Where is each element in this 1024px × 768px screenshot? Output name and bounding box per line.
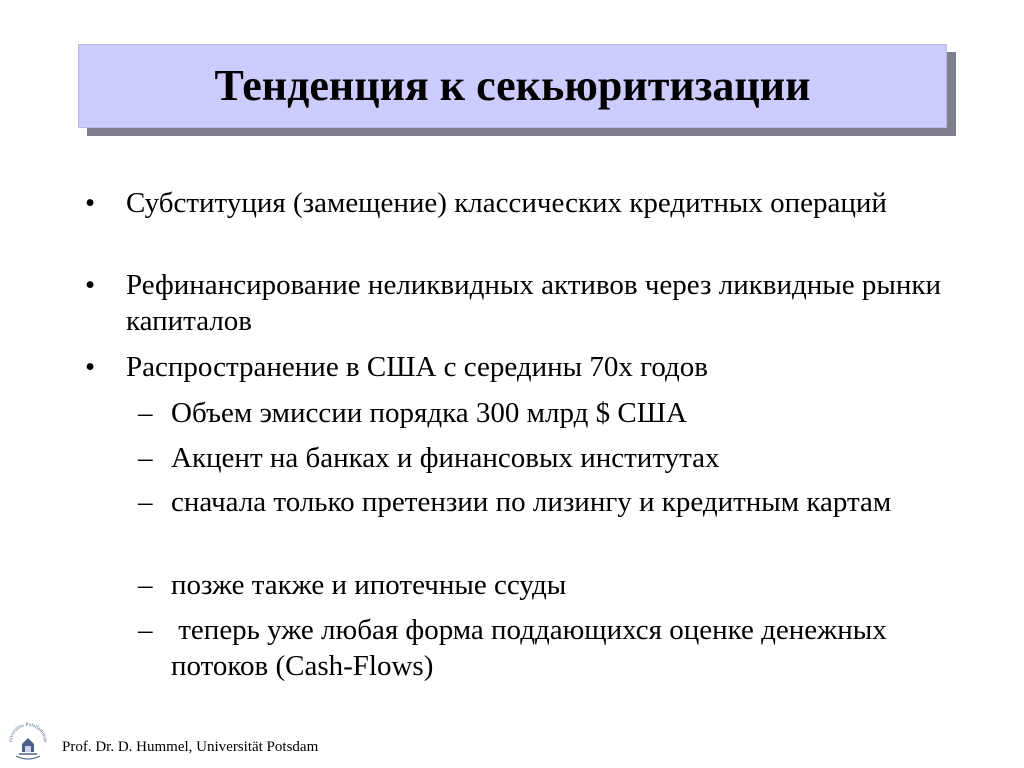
subbullet-text: теперь уже любая форма поддающихся оценке денежных потоков (Cash-Flows) <box>171 614 894 682</box>
subbullet-item <box>138 567 961 603</box>
svg-text:Universitas Potsdamiensis <box>6 718 48 742</box>
subbullet-marker: – <box>138 614 153 646</box>
footer-credit: Prof. Dr. D. Hummel, Universität Potsdam <box>62 739 319 755</box>
bullet-item <box>85 185 946 221</box>
university-seal-icon <box>6 718 50 762</box>
subbullet-text: позже также и ипотечные ссуды <box>171 569 567 601</box>
bullet-marker: • <box>85 187 96 219</box>
subbullet-marker: – <box>138 486 153 518</box>
bullet-text: Рефинансирование неликвидных активов через ликвидные рынки капиталов <box>126 269 942 337</box>
subbullet-marker: – <box>138 569 153 601</box>
subbullet-item <box>138 440 961 476</box>
subbullet-marker: – <box>138 397 153 429</box>
bullet-item <box>85 267 946 339</box>
subbullet-item <box>138 484 961 520</box>
subbullet-text: сначала только претензии по лизингу и кредитным картам <box>171 486 892 518</box>
subbullet-item <box>138 395 961 431</box>
subbullet-text: Акцент на банках и финансовых институтах <box>171 442 720 474</box>
subbullet-text: Объем эмиссии порядка 300 млрд $ США <box>171 397 687 429</box>
seal-lettering: niversitas Potsdamiens <box>7 721 49 743</box>
bullet-marker: • <box>85 269 96 301</box>
bullet-item <box>85 349 946 385</box>
subbullet-item <box>138 612 961 684</box>
slide-title: Тенденция к секьюритизации <box>214 61 811 110</box>
bullet-text: Субституция (замещение) классических кредитных операций <box>126 187 887 219</box>
subbullet-marker: – <box>138 442 153 474</box>
bullet-text: Распространение в США с середины 70х годов <box>126 351 708 383</box>
bullet-marker: • <box>85 351 96 383</box>
